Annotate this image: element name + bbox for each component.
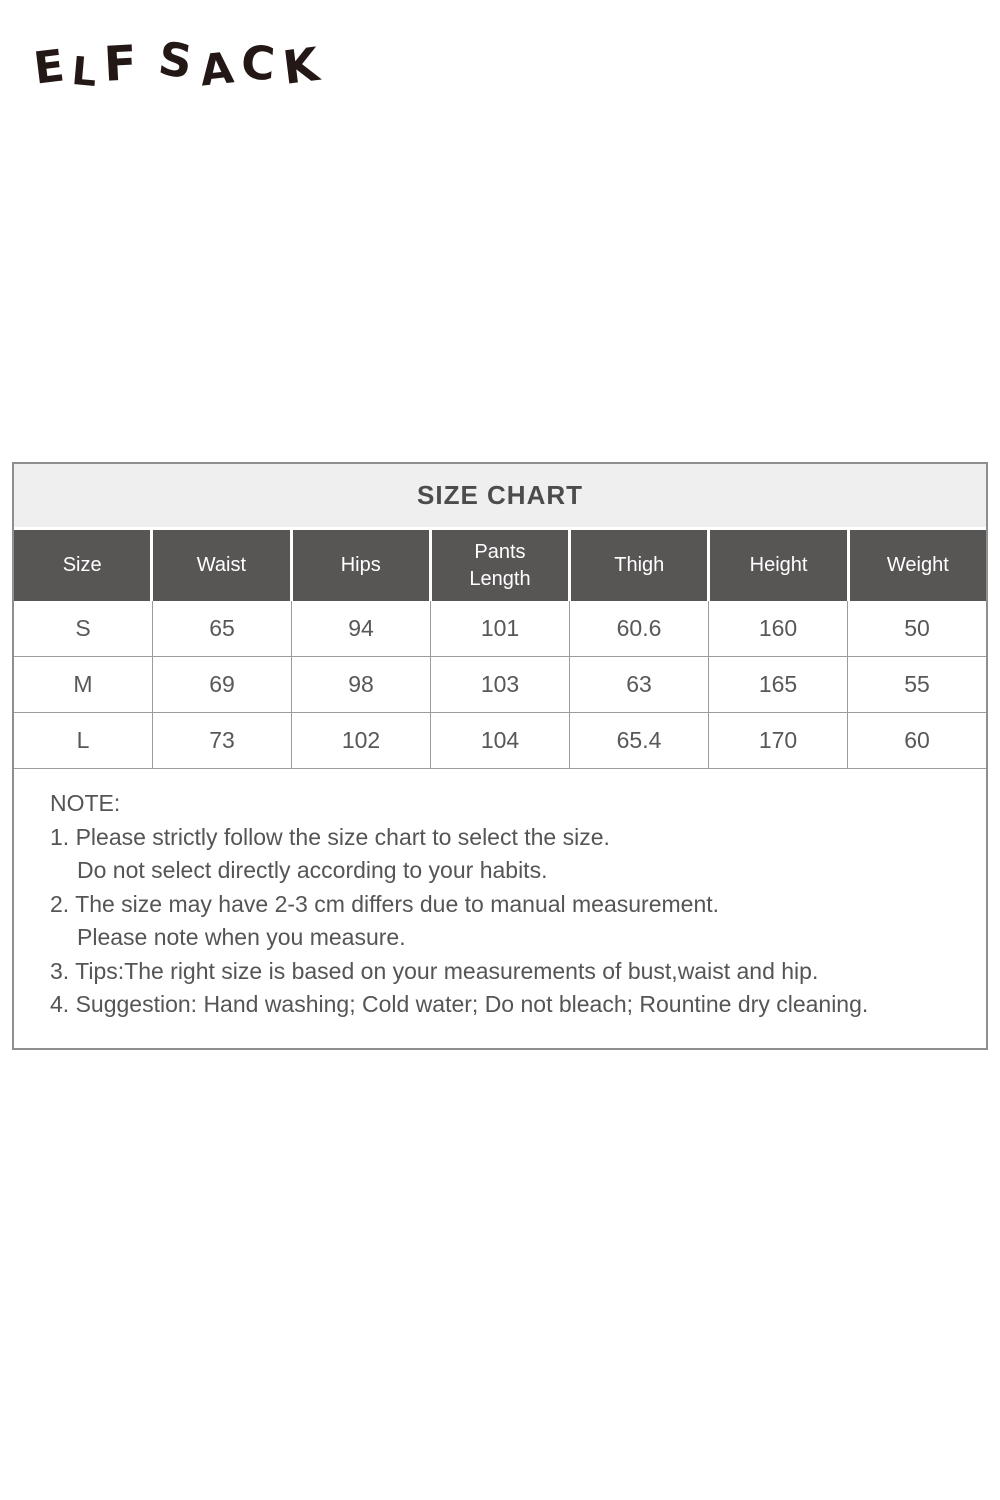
cell-height: 160 xyxy=(709,601,848,657)
logo-letter: S xyxy=(155,31,197,90)
cell-pants-length: 101 xyxy=(431,601,570,657)
size-chart-table xyxy=(12,462,988,1050)
cell-weight: 55 xyxy=(848,657,986,713)
column-header-hips: Hips xyxy=(293,530,429,601)
cell-hips: 102 xyxy=(292,713,431,769)
cell-waist: 65 xyxy=(153,601,292,657)
logo-letter: E xyxy=(30,40,67,95)
cell-waist: 69 xyxy=(153,657,292,713)
note-heading: NOTE: xyxy=(50,790,121,816)
note-item-1-continued: Do not select directly according to your habits. xyxy=(77,857,548,883)
logo-letter: A xyxy=(197,43,237,97)
cell-pants-length: 104 xyxy=(431,713,570,769)
table-row-l xyxy=(14,713,986,769)
column-header-waist: Waist xyxy=(153,530,289,601)
note-item-2-continued: Please note when you measure. xyxy=(77,924,406,950)
cell-weight: 50 xyxy=(848,601,986,657)
column-header-thigh: Thigh xyxy=(571,530,707,601)
logo-letter: L xyxy=(69,48,99,96)
cell-weight: 60 xyxy=(848,713,986,769)
cell-pants-length: 103 xyxy=(431,657,570,713)
column-header-size: Size xyxy=(14,530,150,601)
column-header-weight: Weight xyxy=(850,530,986,601)
cell-hips: 94 xyxy=(292,601,431,657)
size-chart-title: SIZE CHART xyxy=(417,480,583,510)
cell-size: S xyxy=(14,601,153,657)
size-chart-title-row xyxy=(14,464,986,530)
note-item-3: 3. Tips:The right size is based on your measurements of bust,waist and hip. xyxy=(50,957,819,984)
cell-size: L xyxy=(14,713,153,769)
cell-height: 165 xyxy=(709,657,848,713)
cell-thigh: 63 xyxy=(570,657,709,713)
brand-logo xyxy=(30,31,323,97)
note-item-1: 1. Please strictly follow the size chart to select the size. xyxy=(50,823,610,850)
column-header-pants-length: Pants Length xyxy=(432,530,568,601)
cell-hips: 98 xyxy=(292,657,431,713)
table-header-row xyxy=(14,530,986,601)
cell-thigh: 65.4 xyxy=(570,713,709,769)
note-item-2: 2. The size may have 2-3 cm differs due to manual measurement. xyxy=(50,890,720,917)
cell-size: M xyxy=(14,657,153,713)
table-row-m xyxy=(14,657,986,713)
note-section xyxy=(14,769,986,1048)
logo-letter: F xyxy=(102,35,139,93)
note-item-4: 4. Suggestion: Hand washing; Cold water; Do not bleach; Rountine dry cleaning. xyxy=(50,991,869,1017)
table-row-s xyxy=(14,601,986,657)
logo-letter: K xyxy=(280,37,323,95)
cell-thigh: 60.6 xyxy=(570,601,709,657)
cell-waist: 73 xyxy=(153,713,292,769)
cell-height: 170 xyxy=(709,713,848,769)
logo-letter: C xyxy=(239,34,277,92)
column-header-height: Height xyxy=(710,530,846,601)
